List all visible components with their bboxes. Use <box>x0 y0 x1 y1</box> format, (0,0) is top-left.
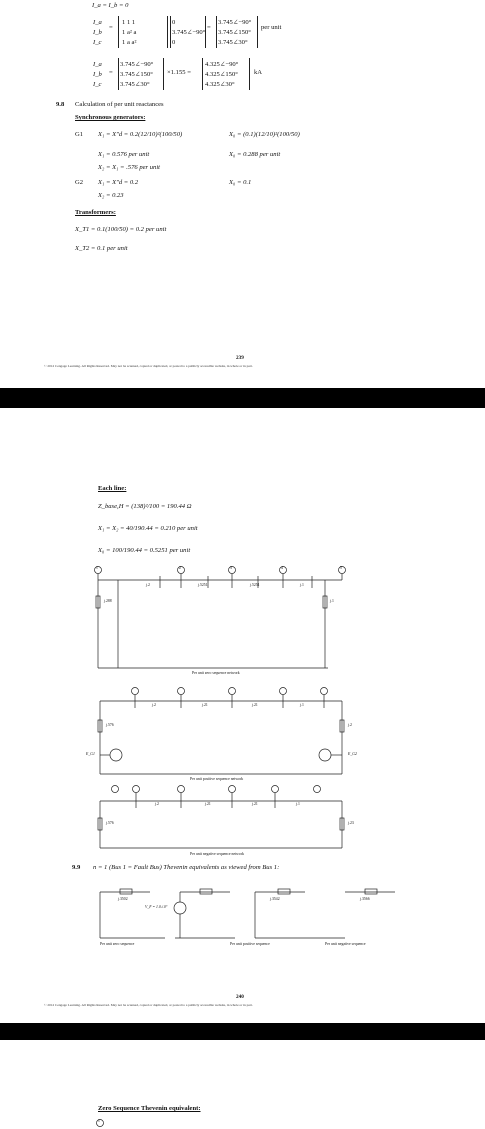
textbook-page-240: Each line: Z_base,H = (138)²/100 = 190.44 Ω X₁ = X₂ = 40/190.44 = 0.210 per unit X₀ = 100/190.44 = 0.5251 per unit 1 2 3 4 5 j.2 j.5251 j.5251 j.1 j.288 j.1 Per unit zero sequence network j.2 j.21 j.21 j.1 j.576 j.2 E_G1 E_G2 Per unit positive sequence network j.2 j.21 j.21 j.1 j.576 j.23 Per unit negative sequence network 9.9 n = 1 (Bus 1 = Fault Bus) Thevenin equivalents as viewed from Bus 1: j.3502 j.3542 j.3566 V_F = 1.0∠0° Per unit zero sequence Per unit positive sequence Per unit negative sequence 240 © 2012 Cengage Learning. All Rights Reserved. May not be scanned, copied or duplicated, or posted to a publicly accessible website, in whole or in part. <box>0 408 485 1023</box>
neg-seq-caption: Per unit negative sequence network <box>190 852 244 856</box>
transformers-heading: Transformers: <box>75 209 116 216</box>
zero-thevenin-heading: Zero Sequence Thevenin equivalent: <box>98 1105 201 1112</box>
source-eg1 <box>110 749 122 761</box>
copyright-footer: © 2012 Cengage Learning. All Rights Reserved. May not be scanned, copied or duplicated, or posted to a publicly accessible website, in whole or in part. <box>44 1003 253 1007</box>
textbook-page-239: I_a = I_b = 0 I_a I_b I_c = 1 1 1 1 a² a 1 a a² 0 3.745∠−90° 0 = 3.745∠−90° 3.745∠150° 3.745∠30° per unit I_a I_b I_c = 3.745∠−90° 3.745∠150° 3.745∠30° ×1.155 = 4.325∠−90° 4.325∠150° 4.325∠30° kA 9.8 Calculation of per unit reactances Synchronous generators: G1 X₁ = X″d = 0.2(12/10)²(100/50) X₀ = (0.1)(12/10)²(100/50) X₁ = 0.576 per unit X₀ = 0.288 per unit X₂ = X₁ = .576 per unit G2 X₁ = X″d = 0.2 X₀ = 0.1 X₂ = 0.23 Transformers: X_T1 = 0.1(100/50) = 0.2 per unit X_T2 = 0.1 per unit 239 © 2012 Cengage Learning. All Rights Reserved. May not be scanned, copied or duplicated, or posted to a publicly accessible website, in whole or in part. <box>0 0 485 388</box>
section-number: 9.8 <box>56 101 65 108</box>
zero-seq-caption: Per unit zero sequence network <box>192 671 240 675</box>
section-title: Calculation of per unit reactances <box>75 101 164 108</box>
each-line-heading: Each line: <box>98 485 127 492</box>
g1-x0-formula: X₀ = (0.1)(12/10)²(100/50) <box>229 131 300 138</box>
page-number: 239 <box>236 355 244 361</box>
page-number: 240 <box>236 994 244 1000</box>
pos-seq-caption: Per unit positive sequence network <box>190 777 244 781</box>
source-eg2 <box>319 749 331 761</box>
sequence-network-diagrams <box>0 408 485 1023</box>
textbook-page-241: Zero Sequence Thevenin equivalent: 1 <box>0 1040 485 1129</box>
lhs-vector: I_a I_b I_c <box>93 19 102 46</box>
section-title: n = 1 (Bus 1 = Fault Bus) Thevenin equivalents as viewed from Bus 1: <box>93 864 280 871</box>
g1-x1-formula: X₁ = X″d = 0.2(12/10)²(100/50) <box>98 131 183 138</box>
copyright-footer: © 2012 Cengage Learning. All Rights Reserved. May not be scanned, copied or duplicated, or posted to a publicly accessible website, in whole or in part. <box>44 364 253 368</box>
current-condition: I_a = I_b = 0 <box>92 2 129 9</box>
sync-gen-heading: Synchronous generators: <box>75 114 146 121</box>
